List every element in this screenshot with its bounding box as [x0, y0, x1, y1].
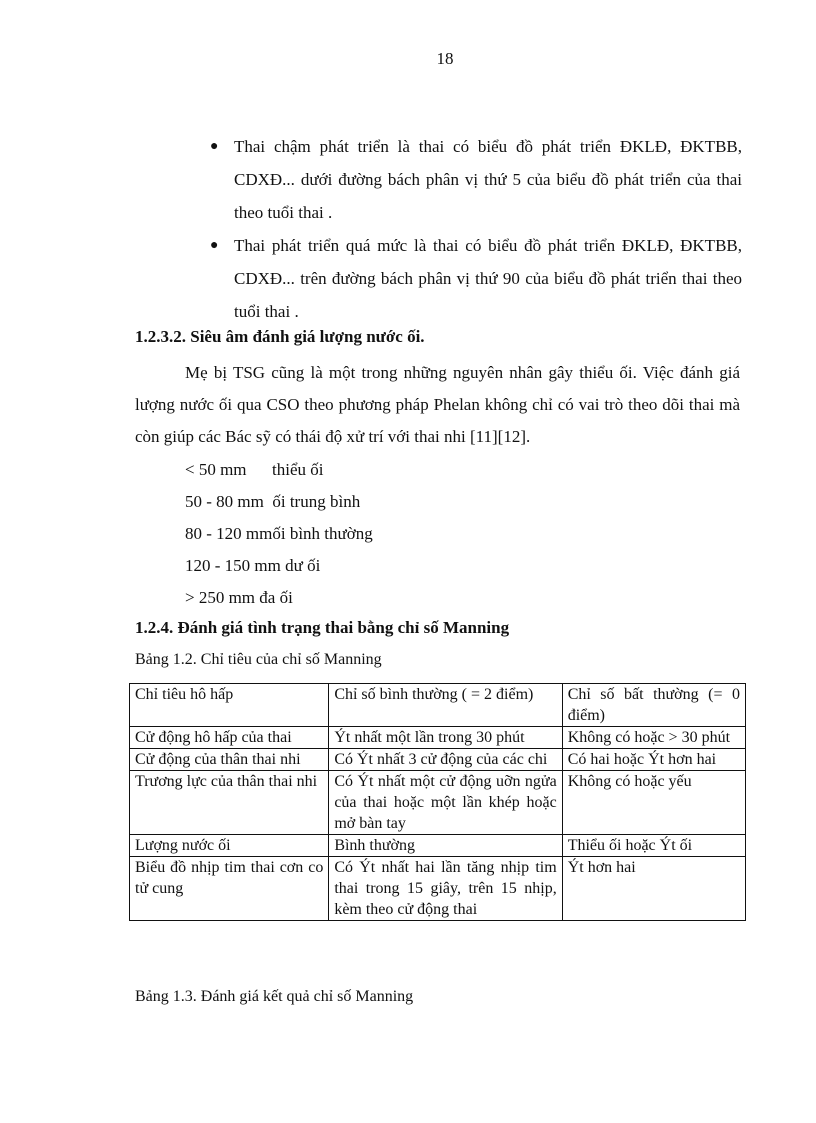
table-header-cell: Chỉ số bình thường ( = 2 điểm)	[329, 684, 562, 727]
amniotic-level-item: 80 - 120 mmối bình thường	[185, 524, 373, 543]
manning-table	[129, 683, 746, 921]
bullet-list	[206, 130, 742, 328]
table-cell: Không có hoặc yếu	[562, 771, 745, 835]
bullet-dot-icon: ●	[210, 139, 219, 154]
bullet-item	[206, 130, 742, 229]
bullet-text: Thai chậm phát triển là thai có biểu đồ phát triển ĐKLĐ, ĐKTBB, CDXĐ... dưới đường bách phân vị thứ 5 của biểu đồ phát triển của thai theo tuổi thai .	[234, 137, 742, 222]
table-cell: Bình thường	[329, 835, 562, 857]
table-row	[130, 771, 746, 835]
amniotic-level-item: 120 - 150 mm dư ối	[185, 556, 321, 575]
table-cell: Ýt hơn hai	[562, 857, 745, 921]
page-number: 18	[436, 49, 454, 68]
amniotic-level-list	[185, 454, 373, 614]
bullet-item	[206, 229, 742, 328]
table-cell: Có hai hoặc Ýt hơn hai	[562, 749, 745, 771]
table-header-cell: Chỉ số bất thường (= 0 điểm)	[562, 684, 745, 727]
table-cell: Cử động hô hấp của thai	[130, 727, 329, 749]
section-heading-amniotic: 1.2.3.2. Siêu âm đánh giá lượng nước ối.	[135, 327, 425, 346]
table-row	[130, 835, 746, 857]
next-table-caption: Bảng 1.3. Đánh giá kết quả chỉ số Manning	[135, 988, 414, 1005]
amniotic-paragraph: Mẹ bị TSG cũng là một trong những nguyên nhân gây thiểu ối. Việc đánh giá lượng nước ối qua CSO theo phương pháp Phelan không chỉ có vai trò theo dõi thai mà còn giúp các Bác sỹ có thái độ xử trí với thai nhi [11][12].	[135, 363, 740, 446]
table-row	[130, 727, 746, 749]
table-row	[130, 857, 746, 921]
table-cell: Lượng nước ối	[130, 835, 329, 857]
table-cell: Có Ýt nhất hai lần tăng nhịp tim thai trong 15 giây, trên 15 nhịp, kèm theo cử động thai	[329, 857, 562, 921]
table-cell: Thiểu ối hoặc Ýt ối	[562, 835, 745, 857]
table-cell: Ýt nhất một lần trong 30 phút	[329, 727, 562, 749]
table-header-cell: Chỉ tiêu hô hấp	[130, 684, 329, 727]
bullet-text: Thai phát triển quá mức là thai có biểu đồ phát triển ĐKLĐ, ĐKTBB, CDXĐ... trên đường bách phân vị thứ 90 của biểu đồ phát triển thai theo tuổi thai .	[234, 236, 742, 321]
table-cell: Có Ýt nhất 3 cử động của các chi	[329, 749, 562, 771]
amniotic-level-item: < 50 mm thiểu ối	[185, 460, 324, 479]
section-heading-manning: 1.2.4. Đánh giá tình trạng thai bằng chỉ số Manning	[135, 618, 510, 637]
table-caption: Bảng 1.2. Chỉ tiêu của chỉ số Manning	[135, 651, 382, 668]
table-cell: Có Ýt nhất một cử động uỡn ngửa của thai hoặc một lần khép hoặc mở bàn tay	[329, 771, 562, 835]
table-cell: Không có hoặc > 30 phút	[562, 727, 745, 749]
amniotic-level-item: 50 - 80 mm ối trung bình	[185, 492, 361, 511]
table-cell: Biểu đồ nhịp tim thai cơn co tử cung	[130, 857, 329, 921]
table-row	[130, 749, 746, 771]
table-cell: Cử động của thân thai nhi	[130, 749, 329, 771]
table-header-row	[130, 684, 746, 727]
amniotic-level-item: > 250 mm đa ối	[185, 588, 293, 607]
bullet-dot-icon: ●	[210, 238, 219, 253]
table-cell: Trương lực của thân thai nhi	[130, 771, 329, 835]
